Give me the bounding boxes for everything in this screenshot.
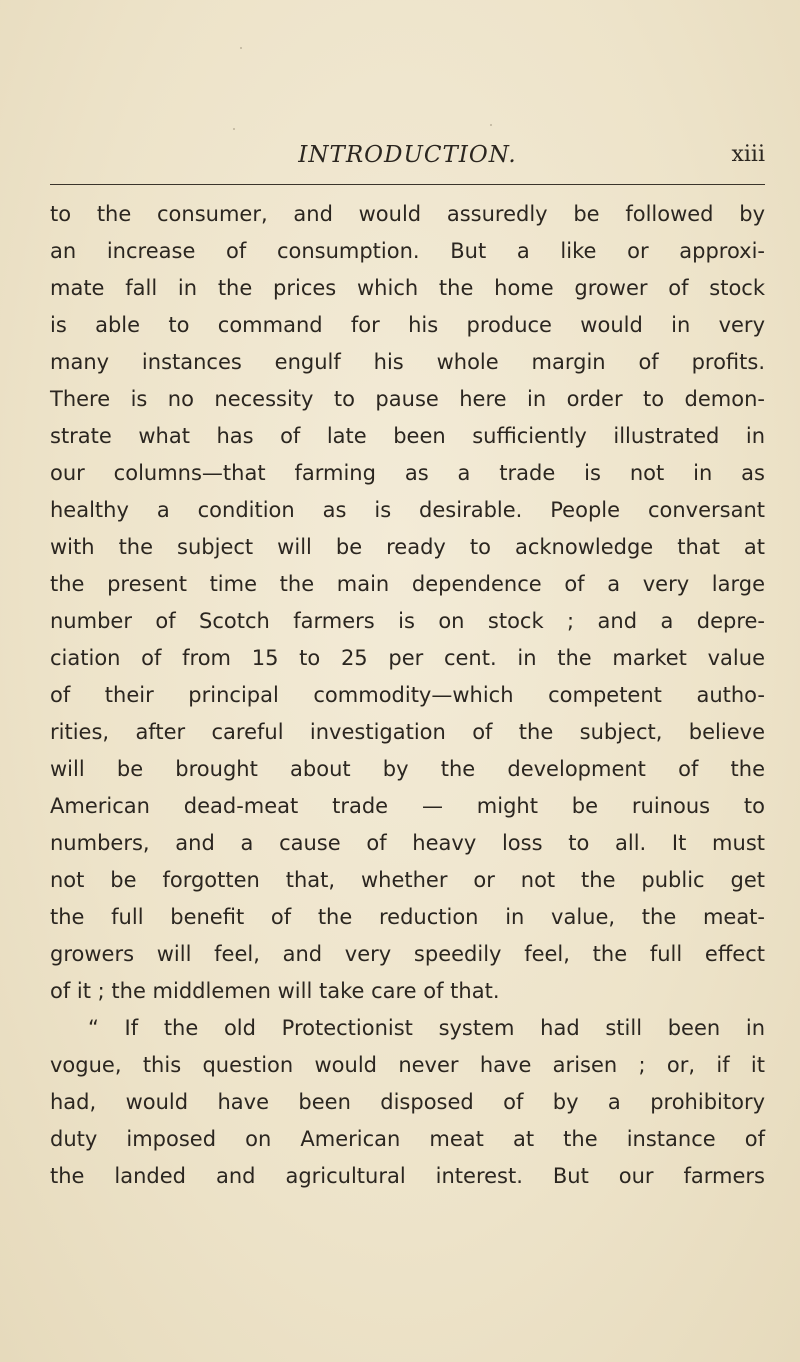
body-text	[50, 196, 765, 1195]
text-line: to the consumer, and would assuredly be followed by	[50, 202, 765, 226]
text-line: rities, after careful investigation of the subject, believe	[50, 720, 765, 744]
running-head: INTRODUCTION.	[298, 142, 517, 168]
text-line: strate what has of late been sufficiently illustrated in	[50, 424, 765, 448]
text-line: of it ; the middlemen will take care of that.	[50, 979, 500, 1003]
paper-speck	[240, 47, 242, 49]
text-line: had, would have been disposed of by a prohibitory	[50, 1090, 765, 1114]
text-line: mate fall in the prices which the home grower of stock	[50, 276, 765, 300]
header-rule	[50, 184, 765, 185]
text-line: There is no necessity to pause here in order to demon-	[50, 387, 765, 411]
text-line: the full benefit of the reduction in value, the meat-	[50, 905, 765, 929]
text-line: will be brought about by the development of the	[50, 757, 765, 781]
text-line: healthy a condition as is desirable. People conversant	[50, 498, 765, 522]
text-line: not be forgotten that, whether or not the public get	[50, 868, 765, 892]
paper-speck	[233, 128, 235, 130]
text-line: vogue, this question would never have arisen ; or, if it	[50, 1053, 765, 1077]
text-line: number of Scotch farmers is on stock ; and a depre-	[50, 609, 765, 633]
text-line: is able to command for his produce would in very	[50, 313, 765, 337]
text-line: an increase of consumption. But a like or approxi-	[50, 239, 765, 263]
paper-speck	[490, 124, 492, 126]
text-line: the present time the main dependence of a very large	[50, 572, 765, 596]
text-line: ciation of from 15 to 25 per cent. in the market value	[50, 646, 765, 670]
text-line: “ If the old Protectionist system had still been in	[88, 1016, 765, 1040]
text-line: American dead-meat trade — might be ruinous to	[50, 794, 765, 818]
text-line: our columns—that farming as a trade is not in as	[50, 461, 765, 485]
page-number: xiii	[731, 142, 765, 167]
text-line: many instances engulf his whole margin of profits.	[50, 350, 765, 374]
text-line: the landed and agricultural interest. But our farmers	[50, 1164, 765, 1188]
text-line: duty imposed on American meat at the instance of	[50, 1127, 765, 1151]
text-line: of their principal commodity—which competent autho-	[50, 683, 765, 707]
text-line: with the subject will be ready to acknowledge that at	[50, 535, 765, 559]
page-header	[50, 140, 765, 170]
text-line: numbers, and a cause of heavy loss to all. It must	[50, 831, 765, 855]
text-line: growers will feel, and very speedily feel, the full effect	[50, 942, 765, 966]
